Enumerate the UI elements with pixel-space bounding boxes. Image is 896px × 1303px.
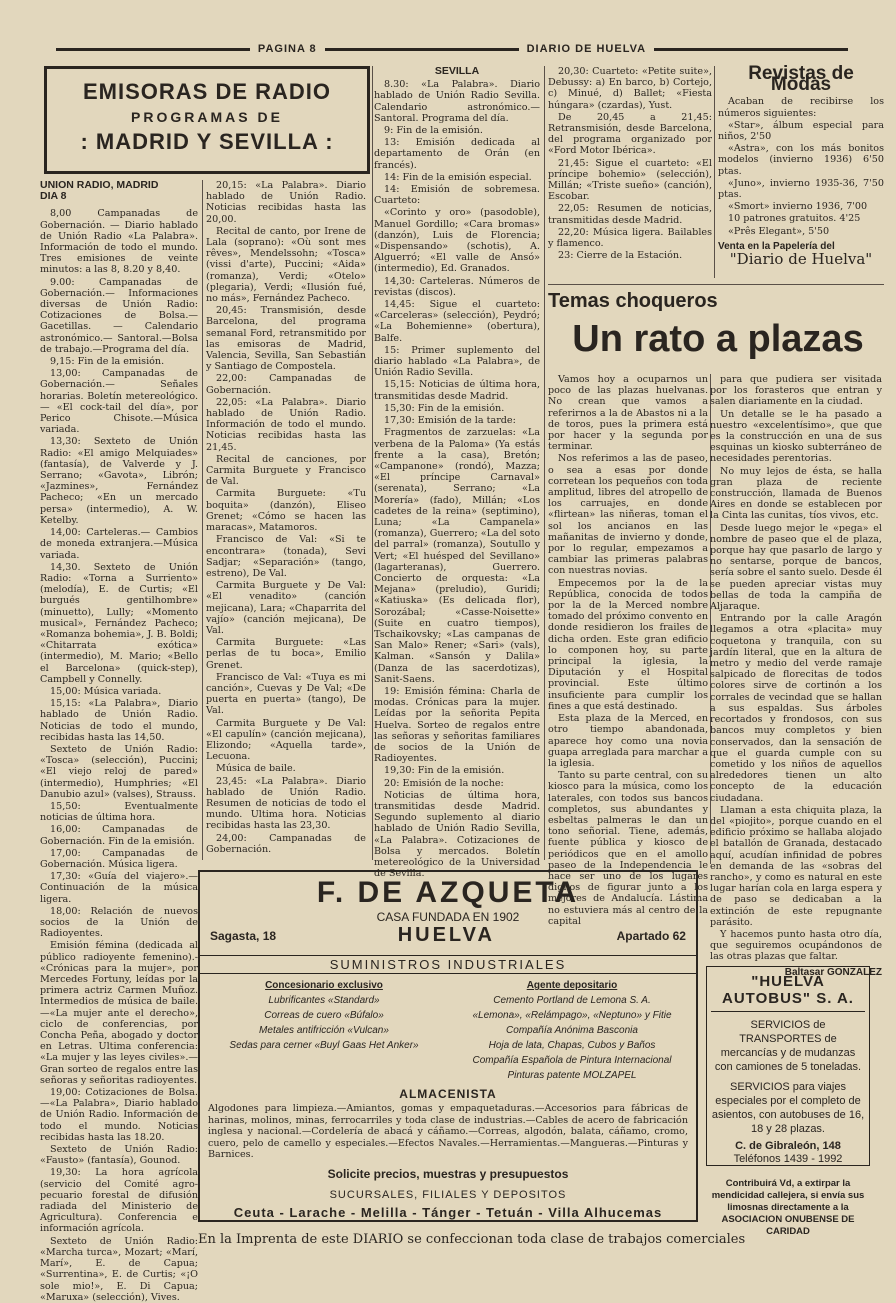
paragraph: para que pudiera ser visitada por los forasteros que entran y salen diariamente en la ciudad. (710, 374, 882, 408)
article-kicker: Temas choqueros (548, 290, 718, 312)
ad-cities: Ceuta - Larache - Melilla - Tánger - Tetuán - Villa Alhucemas (233, 1204, 663, 1220)
column-divider (202, 180, 203, 860)
ad-columns (200, 978, 696, 1083)
paragraph: Tanto su parte central, con su kiosco para la música, como los laterales, con todos sus bancos completos, sus abundantes y esbeltas palmeras le dan un tono señorial. Tiene, además, fuente pública y kiosco de periódicos que en el amollo paseo de la Independencia le hace ser uno de los lugares dignos de figurar junto a los mejores de Andalucía. Lástima no estuviera más al centro de la capital (548, 770, 708, 927)
paragraph: 18,00: Relación de nuevos socios de la Unión de Radioyentes. (40, 905, 198, 940)
venta-label: Venta en la Papelería del (718, 240, 835, 252)
paragraph: «Lemona», «Relámpago», «Neptuno» y Fitie (472, 1010, 672, 1021)
ad-address-row (200, 924, 696, 947)
paragraph: Francisco de Val: «Tuya es mi canción», Cuevas y De Val; «De puerta en puerta» (tango), De Val. (206, 671, 366, 717)
paragraph: 9: Fin de la emisión. (384, 125, 483, 137)
ad-founded: CASA FUNDADA EN 1902 (376, 910, 520, 924)
paragraph: 20,15: «La Palabra». Diario hablado de Unión Radio. Noticias recibidas hasta las 20,00. (206, 180, 366, 225)
header-rule (325, 48, 519, 51)
column-madrid-2 (206, 180, 366, 860)
paragraph: 17,00: Campanadas de Gobernación. Música ligera. (40, 847, 198, 870)
ad-solicite: Solicite precios, muestras y presupuestos (327, 1166, 569, 1181)
paragraph: Compañía Anónima Basconia (506, 1025, 638, 1036)
paragraph: De 20,45 a 21,45: Retransmisión, desde Barcelona, del programa organizado por «Ford Motor Ibérica». (548, 111, 712, 157)
autobus-address: C. de Gibraleón, 148 (735, 1140, 841, 1152)
paragraph: 14,00: Carteleras.— Cambios de moneda extranjera.—Música variada. (40, 527, 198, 561)
madrid-day: DIA 8 (40, 190, 67, 203)
column-divider (714, 66, 715, 278)
ad-right-heading: Agente depositario (526, 980, 618, 991)
paragraph: 23,45: «La Palabra». Diario hablado de Unión Radio. Resumen de noticias de todo el mundo. Ultima hora. Noticias recibidas hasta las 23,30. (206, 775, 366, 832)
paragraph: 20,45: Transmisión, desde Barcelona, del programa semanal Ford, retransmitido por las emisoras de Madrid, Valencia, Sevilla, San Sebastián y Santiago de Compostela. (206, 305, 366, 373)
paragraph: Un detalle se le ha pasado a nuestro «excelentísimo», que que es la construcción en una de sus esquinas un kiosko subterráneo de necesidades perentorias. (710, 408, 882, 465)
paragraph: 9.00: Campanadas de Gobernación.— Informaciones diversas de Unión Radio: Cotizaciones de Bolsa.— Gacetillas. — Calendario astronómico.— Santoral.—Bolsa de trabajo.—Programa del día. (40, 276, 198, 355)
column-madrid-1 (40, 179, 199, 1303)
paragraph: 13,00: Campanadas de Gobernación.— Señales horarias. Boletín metereológico. — «El cock-tail del día», por Perico Chisote.—Música variada. (40, 368, 198, 436)
header-rule (56, 48, 250, 51)
paragraph: 13,30: Sexteto de Unión Radio: «El amigo Melquiades» (fantasía), de Valverde y J. Serrano; «Gavota», Librón; «Jazmines», Fernández Pacheco; «En un mercado persa» (intermedio), A. W. Ketelby. (40, 436, 198, 526)
paragraph: 15,00: Música variada. (50, 685, 162, 697)
ad-sucursales: SUCURSALES, FILIALES Y DEPOSITOS (329, 1188, 567, 1201)
sevilla-program-list-2 (548, 66, 712, 261)
paragraph: 15,15: «La Palabra», Diario hablado de Unión Radio. Noticias de todo el mundo, recibidas hasta las 14,50. (40, 698, 198, 743)
paragraph: 15,30: Fin de la emisión. (384, 402, 505, 414)
paragraph: 22,05: Resumen de noticias, transmitidas desde Madrid. (548, 203, 712, 226)
paragraph: 15,50: Eventualmente noticias de última hora. (40, 800, 198, 824)
paragraph: 20,30: Cuarteto: «Petite suite», Debussy: a) En barco, b) Cortejo, c) Minué, d) Ballet; «Fiesta húngara» (czardas), Yust. (548, 66, 712, 111)
column-sevilla-2 (548, 66, 712, 278)
ad-almacenista: ALMACENISTA (399, 1087, 497, 1101)
paragraph: Lubrificantes «Standard» (268, 995, 380, 1006)
paragraph: «Astra», con los más bonitos modelos (invierno 1936) 6'50 ptas. (718, 143, 884, 177)
ad-suministros: SUMINISTROS INDUSTRIALES (200, 955, 696, 974)
paragraph: 8,00 Campanadas de Gobernación. — Diario hablado de Unión Radio «La Palabra». Información de todo el mundo. Tres emisiones de veinte minutos: a las 8, 8.20 y 8,40. (40, 208, 198, 276)
emisoras-cities: : MADRID Y SEVILLA : (80, 129, 334, 154)
paragraph: Carmita Burguete y De Val: «El capulín» (canción mejicana), Elizondo; «Aquella tarde», Lecuona. (206, 717, 366, 763)
newspaper-name: DIARIO DE HUELVA (526, 43, 647, 55)
paragraph: 19,00: Cotizaciones de Bolsa.—«La Palabra», Diario hablado de Unión Radio. Información de todo el mundo. Noticias recibidas hasta las 18.20. (40, 1087, 198, 1143)
column-divider (372, 66, 373, 860)
ad-city: HUELVA (397, 924, 495, 946)
paragraph: Metales antifricción «Vulcan» (259, 1025, 389, 1036)
article-signature: Baltasar GONZALEZ (784, 966, 882, 978)
column-sevilla (374, 65, 541, 880)
paragraph: 16,00: Campanadas de Gobernación. Fin de la emisión. (40, 824, 198, 847)
paragraph: 14: Emisión de sobremesa. Cuarteto: (374, 184, 540, 207)
paragraph: 13: Emisión dedicada al departamento de Orán (en francés). (374, 137, 540, 171)
paragraph: «Star», álbum especial para niños, 2'50 (718, 119, 884, 143)
madrid-program-list (40, 208, 198, 1303)
paragraph: 14,45: Sigue el cuarteto: «Carceleras» (selección), Peydró; «La Bohemienne» (obertura), Balfe. (374, 299, 540, 344)
paragraph: 19: Emisión fémina: Charla de modas. Crónicas para la mujer. Leídas por la señorita Pepita Huelva. Sorteo de regalos entre las señoras y señoritas familiares de socios de la Unión de Radioyentes. (374, 685, 540, 765)
article-body-left (548, 374, 708, 927)
venta-shop: "Diario de Huelva" (729, 250, 873, 269)
paragraph: «Juno», invierno 1935-36, 7'50 ptas. (718, 177, 884, 201)
ad-left-list (200, 993, 448, 1053)
autobus-text-1: SERVICIOS de TRANSPORTES de mercancías y de mudanzas con camiones de 5 toneladas. (714, 1019, 862, 1073)
ad-right-column (448, 978, 696, 1083)
paragraph: 17,30: «Guía del viajero».— Continuación de la música ligera. (40, 871, 198, 905)
paragraph: Sexteto de Unión Radio: «Tosca» (selección), Puccini; «El viejo reloj de pared» (intermedio), Humphries; «El Danubio azul» (valses), Strauss. (40, 743, 198, 800)
paragraph: Vamos hoy a ocuparnos un poco de las plazas huelvanas. No crean que vamos a referirnos a la de Abastos ni a la de toros, pues la primera está por hacer y la segunda por terminar. (548, 374, 708, 453)
madrid-program-list-2 (206, 180, 366, 855)
revistas-title: Revistas de Modas (748, 63, 854, 96)
paragraph: Música de baile. (216, 763, 296, 775)
ad-street: Sagasta, 18 (210, 928, 277, 943)
paragraph: Compañía Española de Pintura Internacional (472, 1055, 672, 1066)
paragraph: Sexteto de Unión Radio: «Fausto» (fantasía), Gounod. (40, 1144, 198, 1167)
page-footer: En la Imprenta de este DIARIO se confeccionan toda clase de trabajos comerciales (198, 1232, 746, 1247)
article-column-right (710, 374, 882, 978)
huelva-autobus-advertisement (706, 966, 870, 1166)
paragraph: «Prês Elegant», 5'50 (728, 225, 830, 237)
paragraph: Acaban de recibirse los números siguientes: (718, 96, 884, 119)
ad-company-name: F. DE AZQUETA (316, 876, 580, 909)
article-column-left (548, 374, 708, 927)
paragraph: 22,00: Campanadas de Gobernación. (206, 373, 366, 396)
paragraph: 23: Cierre de la Estación. (558, 250, 683, 262)
madrid-heading: UNION RADIO, MADRID (40, 179, 159, 191)
emisoras-subtitle: PROGRAMAS DE (131, 109, 283, 125)
paragraph: 22,20: Música ligera. Bailables y flamenco. (548, 226, 712, 250)
ad-left-column (200, 978, 448, 1083)
paragraph: Entrando por la calle Aragón llegamos a otra «placita» muy coquetona y tranquila, con su jardín literal, que en la altura de metro y medio del verde ramaje salpicado de florecitas de todos colores sirve de cortinón a los corrales de vecindad que se hallan a sus espaldas. Sus árboles recortados y frondosos, con sus bancos muy completos y bien conservados, dan la sensación de que el guarda cumple con su cometido y los niños de aquellos alrededores tienen un alto concepto de la educación ciudadana. (710, 613, 882, 804)
paragraph: Desde luego mejor le «pega» el nombre de paseo que el de plaza, porque hay que pasarlo de largo y no sentarse, porque de bancos, sería sobre el santo suelo. Desde él se pueden apreciar vistas muy bellas de toda la campiña de Aljaraque. (710, 522, 882, 613)
page-number: PAGINA 8 (257, 43, 317, 55)
paragraph: Llaman a esta chiquita plaza, la del «piojito», porque cuando en el edificio próximo se hallaba alojado el batallón de Granada, destacado aquí, acudían infinidad de pobres en demanda de las «sobras del rancho», y como es natural en este lugar harían cola en larga espera y de paso se dedicaban a la extinción de este repugnante parásito. (710, 804, 882, 928)
paragraph: «Corinto y oro» (pasodoble), Manuel Gordillo; «Cara bromas» (danzón), Luis de Florencia; «Dispensando» (schotis), A. Alguerró; «El valle de Ansó» (intermedio), Ed. Granados. (374, 207, 540, 275)
ad-almacenista-text: Algodones para limpieza.—Amiantos, gomas y empaquetaduras.—Accesorios para fábricas de harinas, molinos, minas, ferrocarriles y toda clase de industrias.—Cables de acero de fabricación inglesa y nacional.—Cordelería de abacá y cáñamo.—Correas, algodón, balata, cáñamo, cromo, cuero, pelo de camello y especiales.—Efectos Navales.—Herramientas.—Mangueras.—Pinturas y Barnices. (208, 1103, 688, 1160)
autobus-phones: Teléfonos 1439 - 1992 (733, 1153, 843, 1165)
paragraph: Pinturas patente MOLZAPEL (507, 1070, 637, 1081)
paragraph: Correas de cuero «Búfalo» (264, 1010, 384, 1021)
paragraph: 10 patrones gratuitos. 4'25 (728, 213, 861, 225)
azqueta-advertisement (198, 870, 698, 1222)
paragraph: Emisión fémina (dedicada al público radioyente femenino).- «Crónicas para la mujer», por Mercedes Fortuny, leídas por la primera actriz Carmen Muñoz. Intermedios de música de baile.—«La mujer ante el derecho», ciclo de conferencias, por Concha Peña, abogado y doctor en Letras. Ultima conferencia: «La mujer y las leyes civiles».—Gran sorteo de regalos entre las señoras y señoritas radioyentes. (40, 940, 198, 1086)
paragraph: 17,30: Emisión de la tarde: (384, 415, 516, 427)
page-header (48, 40, 856, 58)
paragraph: 15: Primer suplemento del diario hablado «La Palabra», de Unión Radio Sevilla. (374, 344, 540, 379)
paragraph: 19,30: Fin de la emisión. (384, 765, 505, 777)
header-rule (654, 48, 848, 51)
paragraph: 24,00: Campanadas de Gobernación. (206, 832, 366, 855)
charity-notice: Contribuirá Vd, a extirpar la mendicidad callejera, si envía sus limosnas directamente a la ASOCIACION ONUBENSE DE CARIDAD (711, 1178, 865, 1237)
paragraph: No muy lejos de ésta, se halla gran plaza de reciente construcción, llamada de Buenos Aires en donde se establecen por la Cinta las cunitas, tíos vivos, etc. (710, 465, 882, 522)
autobus-title: "HUELVA AUTOBUS" S. A. (711, 973, 865, 1012)
paragraph: Recital de canto, por Irene de Lala (soprano): «Où sont mes rêves», Mendelssohn; «Tosca» (vissi d'arte), Puccini; «Aida» (romanza), Verdi; «Otelo» (plegaria), Verdi; «Ilusión fué, no más», Fernández Pacheco. (206, 225, 366, 305)
revistas-list (718, 96, 884, 236)
paragraph: Sexteto de Unión Radio: «Marcha turca», Mozart; «Marí, Marí», E. de Capua; «Surrentina», E. de Curtis; «¡O sole mio!», E. Di Capua; «Maruxa» (selección), Vives. (40, 1235, 198, 1303)
paragraph: 14,30. Sexteto de Unión Radio: «Torna a Surriento» (melodía), E. de Curtis; «El burgués gentilhombre» (minuetto), Lully; «Momento musical», Fernández Pacheco; «Romanza bohemia», J. B. Boldi; «Chitarrata exótica» (intermedio), M. Mario; «Bello el Barcelona» (quick-step), Campbell y Connelly. (40, 561, 199, 685)
autobus-text-2: SERVICIOS para viajes especiales por el completo de asientos, con autobuses de 16, 18 y 28 plazas. (711, 1081, 865, 1135)
paragraph: 19,30: La hora agrícola (servicio del Comité agro-pecuario forestal de difusión radiada del Ministerio de Agricultura). Conferencia e información agrícola. (40, 1167, 198, 1235)
paragraph: Noticias de última hora, transmitidas desde Madrid. Segundo suplemento al diario hablado de Unión Radio Sevilla, «La Palabra». Cotizaciones de Bolsa y mercados. Boletín metereológico de la Universidad de Sevilla. (374, 789, 540, 880)
paragraph: 21,45: Sigue el cuarteto: «El príncipe bohemio» (selección), Millán; «Triste sueño» (canción), Escobar. (548, 157, 712, 203)
paragraph: Fragmentos de zarzuelas: «La verbena de la Paloma» (Ya estás frente a la casa), Bretón; «Campanone» (rondó), Mazza; «El príncipe Carnaval» (serenata), Serrano; «La Morería» (fado), Millán; «Los cadetes de la reina» (septimino), Luna; «La Campanela» (romanza), Guerrero; «La del soto del parral» (romanza), Soutullo y Vert; «El huésped del Sevillano» (lagarteranas), Guerrero. Concierto de orquesta: «La Mejana» (preludio), Guridi; «Katiuska» (Es delicada flor), Sorozábal; «Casse-Noisette» (Suite en cuatro tiempos), Tschaikovsky; «Las campanas de San Malo» Rener; «Sari» (vals), Kalman. «Sansón y Dalila» (Danza de las sacerdotizas), Sanit-Saens. (374, 427, 541, 685)
paragraph: Sedas para cerner «Buyl Gaas Het Anker» (229, 1040, 419, 1051)
emisoras-title: EMISORAS DE RADIO (82, 79, 332, 104)
sevilla-program-list (374, 79, 540, 879)
paragraph: «Smort» invierno 1936, 7'00 (728, 201, 868, 213)
paragraph: Carmita Burguete: «Las perlas de tu boca», Emilio Grenet. (206, 637, 366, 671)
paragraph: Hoja de lata, Chapas, Cubos y Baños (488, 1040, 656, 1051)
paragraph: Cemento Portland de Lemona S. A. (493, 995, 651, 1006)
paragraph: Recital de canciones, por Carmita Burguete y Francisco de Val. (206, 453, 366, 488)
paragraph: Carmita Burguete: «Tu boquita» (danzón), Eliseo Grenet; «Cómo se hacen las maracas», Matamoros. (206, 488, 366, 534)
paragraph: Esta plaza de la Merced, en otro tiempo abandonada, aparece hoy como una novia guapa arreglada para marchar a la iglesia. (548, 713, 708, 769)
paragraph: 9,15: Fin de la emisión. (50, 356, 165, 368)
paragraph: Empecemos por la de la República, conocida de todos por la de la Merced nombre tomado del próximo convento en donde residieron los frailes de dicha orden. Este gran edificio lo componen hoy, su parte principal la iglesia, la Diputación y el Hospital provincial. Este último insuficiente para cumplir los fines a que está destinado. (548, 577, 708, 712)
column-divider (544, 66, 545, 860)
ad-right-list (448, 993, 696, 1083)
sevilla-heading: SEVILLA (434, 65, 480, 77)
ad-left-heading: Concesionario exclusivo (265, 980, 383, 991)
paragraph: 14: Fin de la emisión especial. (384, 171, 532, 183)
revistas-box (718, 63, 884, 288)
paragraph: Carmita Burguete y De Val: «El venadito» (canción mejicana), Lara; «Chaparrita del vajío» (canción mejicana), De Val. (206, 580, 366, 636)
paragraph: 20: Emisión de la noche: (384, 777, 504, 789)
emisoras-title-box (44, 66, 370, 174)
paragraph: Nos referimos a las de paseo, o sea a esas por donde corretean los pequeños con toda amplitud, libres del atropello de los carruajes, en donde «flirtean» las niñeras, toman el sol los ancianos en las mañanitas de invierno y donde, por lo regular, empezamos a cambiar las primeras palabras con nuestras novias. (548, 453, 708, 577)
paragraph: 22,05: «La Palabra». Diario hablado de Unión Radio. Información de todo el mundo. Noticias recibidas hasta las 21,45. (206, 396, 366, 453)
paragraph: 8.30: «La Palabra». Diario hablado de Unión Radio Sevilla. Calendario astronómico.— Santoral. Programa del día. (374, 79, 540, 124)
paragraph: Y hacemos punto hasta otro día, que seguiremos ocupándonos de las otras plazas que faltar. (710, 928, 882, 963)
paragraph: 14,30: Carteleras. Números de revistas (discos). (374, 275, 540, 298)
ad-box: Apartado 62 (616, 928, 686, 943)
paragraph: 15,15: Noticias de última hora, transmitidas desde Madrid. (374, 379, 540, 402)
section-divider (548, 284, 884, 285)
article-body-right (710, 374, 882, 963)
paragraph: Francisco de Val: «Si te encontrara» (tonada), Sevi Sadjar; «Separación» (tango, estreno), De Val. (206, 534, 366, 579)
article-title: Un rato a plazas (572, 318, 864, 360)
